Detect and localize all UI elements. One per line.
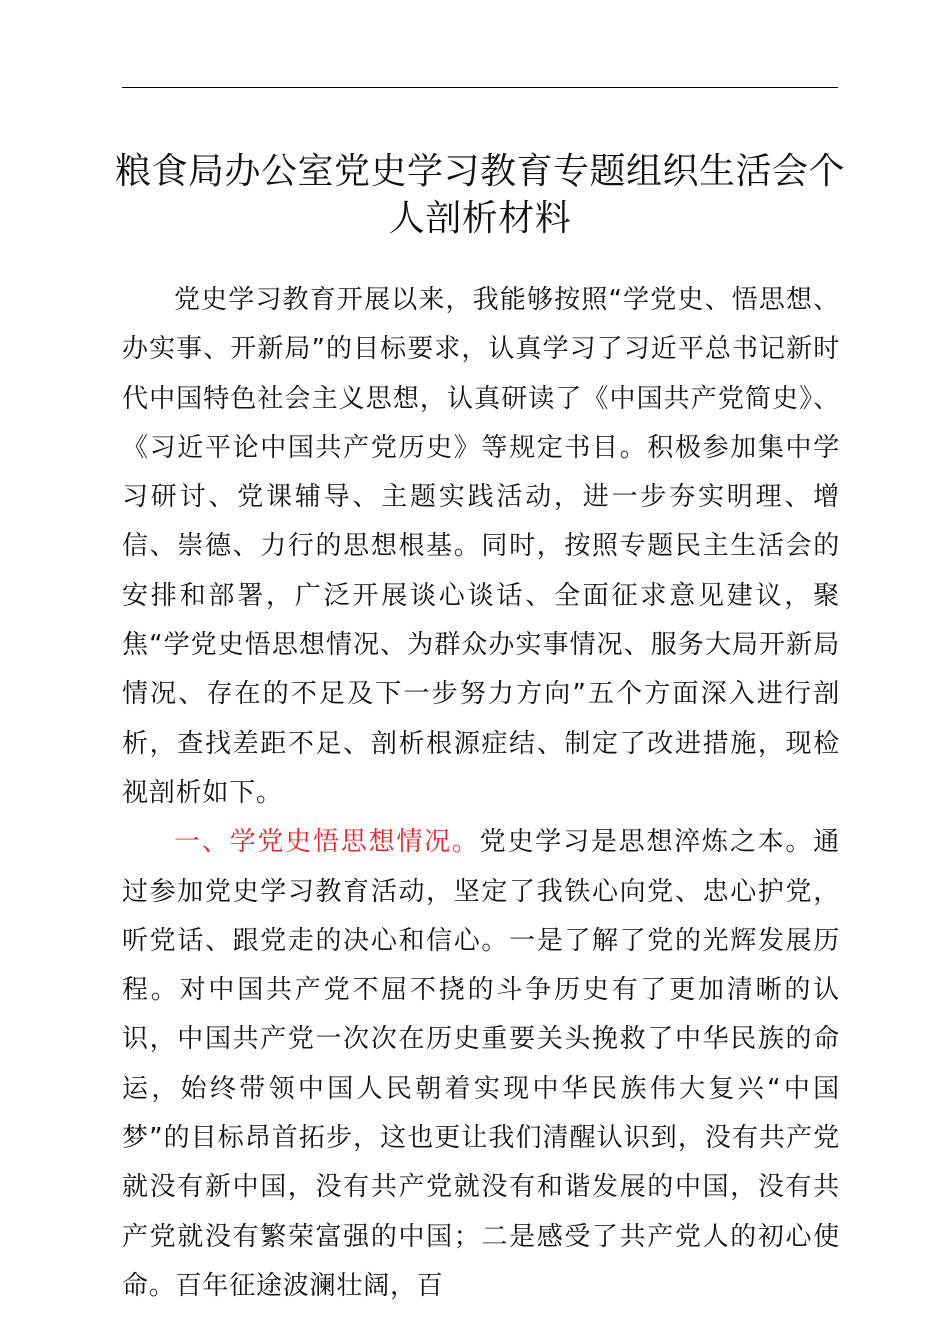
paragraph-section-1 <box>122 818 840 1311</box>
header-rule <box>122 87 838 88</box>
paragraph-text: 党史学习教育开展以来，我能够按照“学党史、悟思想、办实事、开新局”的目标要求，认真学习了习近平总书记新时代中国特色社会主义思想，认真研读了《中国共产党简史》、《习近平论中国共产党历史》等规定书目。积极参加集中学习研讨、党课辅导、主题实践活动，进一步夯实明理、增信、崇德、力行的思想根基。同时，按照专题民主生活会的安排和部署，广泛开展谈心谈话、全面征求意见建议，聚焦“学党史悟思想情况、为群众办实事情况、服务大局开新局情况、存在的不足及下一步努力方向”五个方面深入进行剖析，查找差距不足、剖析根源症结、制定了改进措施，现检视剖析如下。 <box>122 285 840 808</box>
paragraph-text: 党史学习是思想淬炼之本。通过参加党史学习教育活动，坚定了我铁心向党、忠心护党，听党话、跟党走的决心和信心。一是了解了党的光辉发展历程。对中国共产党不屈不挠的斗争历史有了更加清晰的认识，中国共产党一次次在历史重要关头挽救了中华民族的命运，始终带领中国人民朝着实现中华民族伟大复兴“中国梦”的目标昂首拓步，这也更让我们清醒认识到，没有共产党就没有新中国，没有共产党就没有和谐发展的中国，没有共产党就没有繁荣富强的中国；二是感受了共产党人的初心使命。百年征途波澜壮阔，百 <box>122 827 840 1301</box>
section-heading: 一、学党史悟思想情况。 <box>174 827 480 858</box>
document-title: 粮食局办公室党史学习教育专题组织生活会个人剖析材料 <box>115 151 846 239</box>
document-body <box>122 276 840 1311</box>
paragraph-intro <box>122 276 840 818</box>
